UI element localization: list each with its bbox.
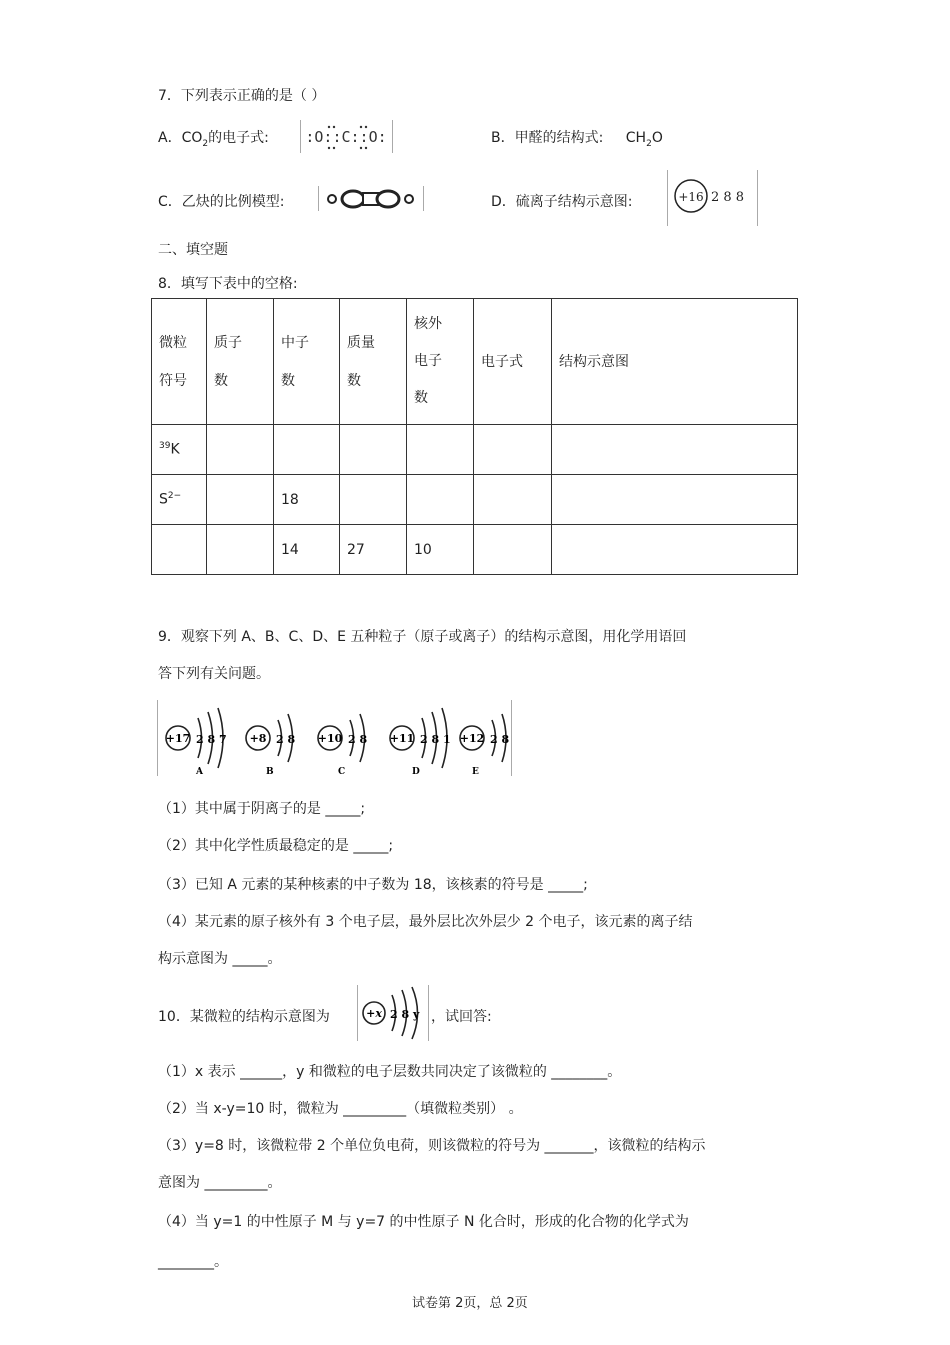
q9-part4-line1: （4）某元素的原子核外有 3 个电子层，最外层比次外层少 2 个电子，该元素的离子结 [158, 914, 693, 930]
header-electron-count: 核外 电子 数 [407, 299, 474, 425]
cell-electron-formula[interactable] [474, 525, 552, 575]
cell-neutrons: 14 [274, 525, 340, 575]
svg-text:+11: +11 [389, 732, 415, 745]
q7-option-a-sub: 2 [202, 138, 209, 149]
cell-structure[interactable] [552, 425, 798, 475]
formula-ch: CH [625, 130, 647, 146]
svg-text:A: A [196, 767, 203, 776]
q10-particle-svg [358, 985, 428, 1041]
q9-part1: （1）其中属于阴离子的是 _____; [158, 801, 366, 817]
q7-option-b-label: B．甲醛的结构式: [491, 130, 604, 146]
svg-text:2 8 1: 2 8 1 [420, 733, 451, 746]
q7-option-c: C．乙炔的比例模型: [158, 194, 285, 210]
formula-sub: 2 [646, 138, 652, 149]
sulfide-ion-svg [668, 170, 757, 226]
cell-protons[interactable] [207, 475, 274, 525]
q10-particle-image [357, 985, 429, 1041]
q7-option-a-label: A．CO [158, 130, 203, 146]
svg-text:2 8: 2 8 [276, 733, 296, 746]
cell-neutrons[interactable]: 18 [274, 475, 340, 525]
particle-a [166, 708, 227, 776]
cell-mass[interactable] [340, 425, 407, 475]
table-header-row [152, 299, 798, 425]
cell-symbol: $^{39}$K [152, 425, 207, 475]
cell-electrons: 10 [407, 525, 474, 575]
svg-text:B: B [266, 767, 274, 776]
header-electron-formula: 电子式 [474, 299, 552, 425]
co2-dots-svg [301, 120, 392, 153]
cell-electrons[interactable] [407, 475, 474, 525]
q9-part2: （2）其中化学性质最稳定的是 _____; [158, 838, 394, 854]
q8-table [151, 298, 798, 575]
cell-mass[interactable] [340, 475, 407, 525]
svg-text:2 8: 2 8 [348, 733, 368, 746]
table-row [152, 525, 798, 575]
svg-text:D: D [412, 767, 420, 776]
section-title: 二、填空题 [158, 242, 228, 258]
header-particle-symbol: 微粒 符号 [152, 299, 207, 425]
q8-stem: 8．填写下表中的空格: [158, 276, 298, 292]
cell-structure[interactable] [552, 525, 798, 575]
sulfide-nucleus: +16 [678, 190, 704, 204]
header-neutron-count: 中子 数 [274, 299, 340, 425]
svg-text:2 8: 2 8 [490, 733, 510, 746]
cell-symbol[interactable] [152, 525, 207, 575]
cell-electrons[interactable] [407, 425, 474, 475]
q7-option-a-tail: 的电子式: [208, 130, 269, 146]
q10-part3-line1: （3）y=8 时，该微粒带 2 个单位负电荷，则该微粒的符号为 _______，该微粒的结构示 [158, 1138, 706, 1154]
cell-symbol: $S^{2-}$ [152, 475, 207, 525]
q10-part4-line2: ________。 [158, 1254, 228, 1270]
svg-text:+17: +17 [165, 732, 191, 745]
particle-c [318, 714, 368, 776]
q9-part3: （3）已知 A 元素的某种核素的中子数为 18，该核素的符号是 _____; [158, 877, 588, 893]
q7-option-d: D．硫离子结构示意图: [491, 194, 633, 210]
q7-option-b [491, 127, 663, 149]
svg-text:C: C [338, 767, 346, 776]
svg-text:2 8 7: 2 8 7 [196, 733, 227, 746]
sulfide-ion-diagram-image [667, 170, 758, 226]
acetylene-model-svg [319, 186, 423, 211]
formula-o: O [651, 130, 663, 146]
cell-protons[interactable] [207, 425, 274, 475]
q10-part1: （1）x 表示 ______，y 和微粒的电子层数共同决定了该微粒的 ________。 [158, 1064, 622, 1080]
q9-particles-image [157, 700, 512, 776]
cell-protons[interactable] [207, 525, 274, 575]
svg-text:+12: +12 [459, 732, 485, 745]
q9-part4-line2: 构示意图为 _____。 [158, 951, 282, 967]
q9-particles-svg [158, 700, 511, 776]
svg-text:E: E [472, 767, 479, 776]
header-structure-diagram: 结构示意图 [552, 299, 798, 425]
q10-part2: （2）当 x-y=10 时，微粒为 _________（填微粒类别） 。 [158, 1101, 523, 1117]
sulfide-shells: 2 8 8 [711, 190, 745, 205]
q10-part3-line2: 意图为 _________。 [158, 1175, 282, 1191]
svg-text::O::C::O:: :O::C::O: [305, 128, 387, 146]
svg-text:+10: +10 [317, 732, 343, 745]
q9-stem-line1: 9．观察下列 A、B、C、D、E 五种粒子（原子或离子）的结构示意图，用化学用语回 [158, 629, 687, 645]
q7-option-a [158, 127, 269, 149]
q10-stem-a: 10．某微粒的结构示意图为 [158, 1009, 330, 1025]
page-footer: 试卷第 2页，总 2页 [412, 1296, 528, 1311]
q7-stem: 7．下列表示正确的是（ ） [158, 88, 326, 104]
acetylene-model-image [318, 186, 424, 211]
svg-text:+8: +8 [249, 732, 267, 745]
particle-d [390, 708, 451, 776]
cell-structure[interactable] [552, 475, 798, 525]
header-mass-number: 质量 数 [340, 299, 407, 425]
q9-stem-line2: 答下列有关问题。 [158, 666, 270, 682]
q10-shells: 2 8 y [390, 1008, 420, 1021]
table-row [152, 425, 798, 475]
cell-mass: 27 [340, 525, 407, 575]
co2-electron-formula-image [300, 120, 393, 153]
cell-electron-formula[interactable] [474, 425, 552, 475]
q10-nucleus: +x [366, 1007, 382, 1020]
table-row [152, 475, 798, 525]
particle-e [460, 714, 510, 776]
particle-b [246, 714, 295, 776]
header-proton-count: 质子 数 [207, 299, 274, 425]
q10-part4-line1: （4）当 y=1 的中性原子 M 与 y=7 的中性原子 N 化合时，形成的化合物的化学式为 [158, 1214, 689, 1230]
formaldehyde-formula [625, 130, 663, 149]
q10-stem-b: ，试回答: [431, 1009, 492, 1025]
cell-electron-formula[interactable] [474, 475, 552, 525]
cell-neutrons[interactable] [274, 425, 340, 475]
